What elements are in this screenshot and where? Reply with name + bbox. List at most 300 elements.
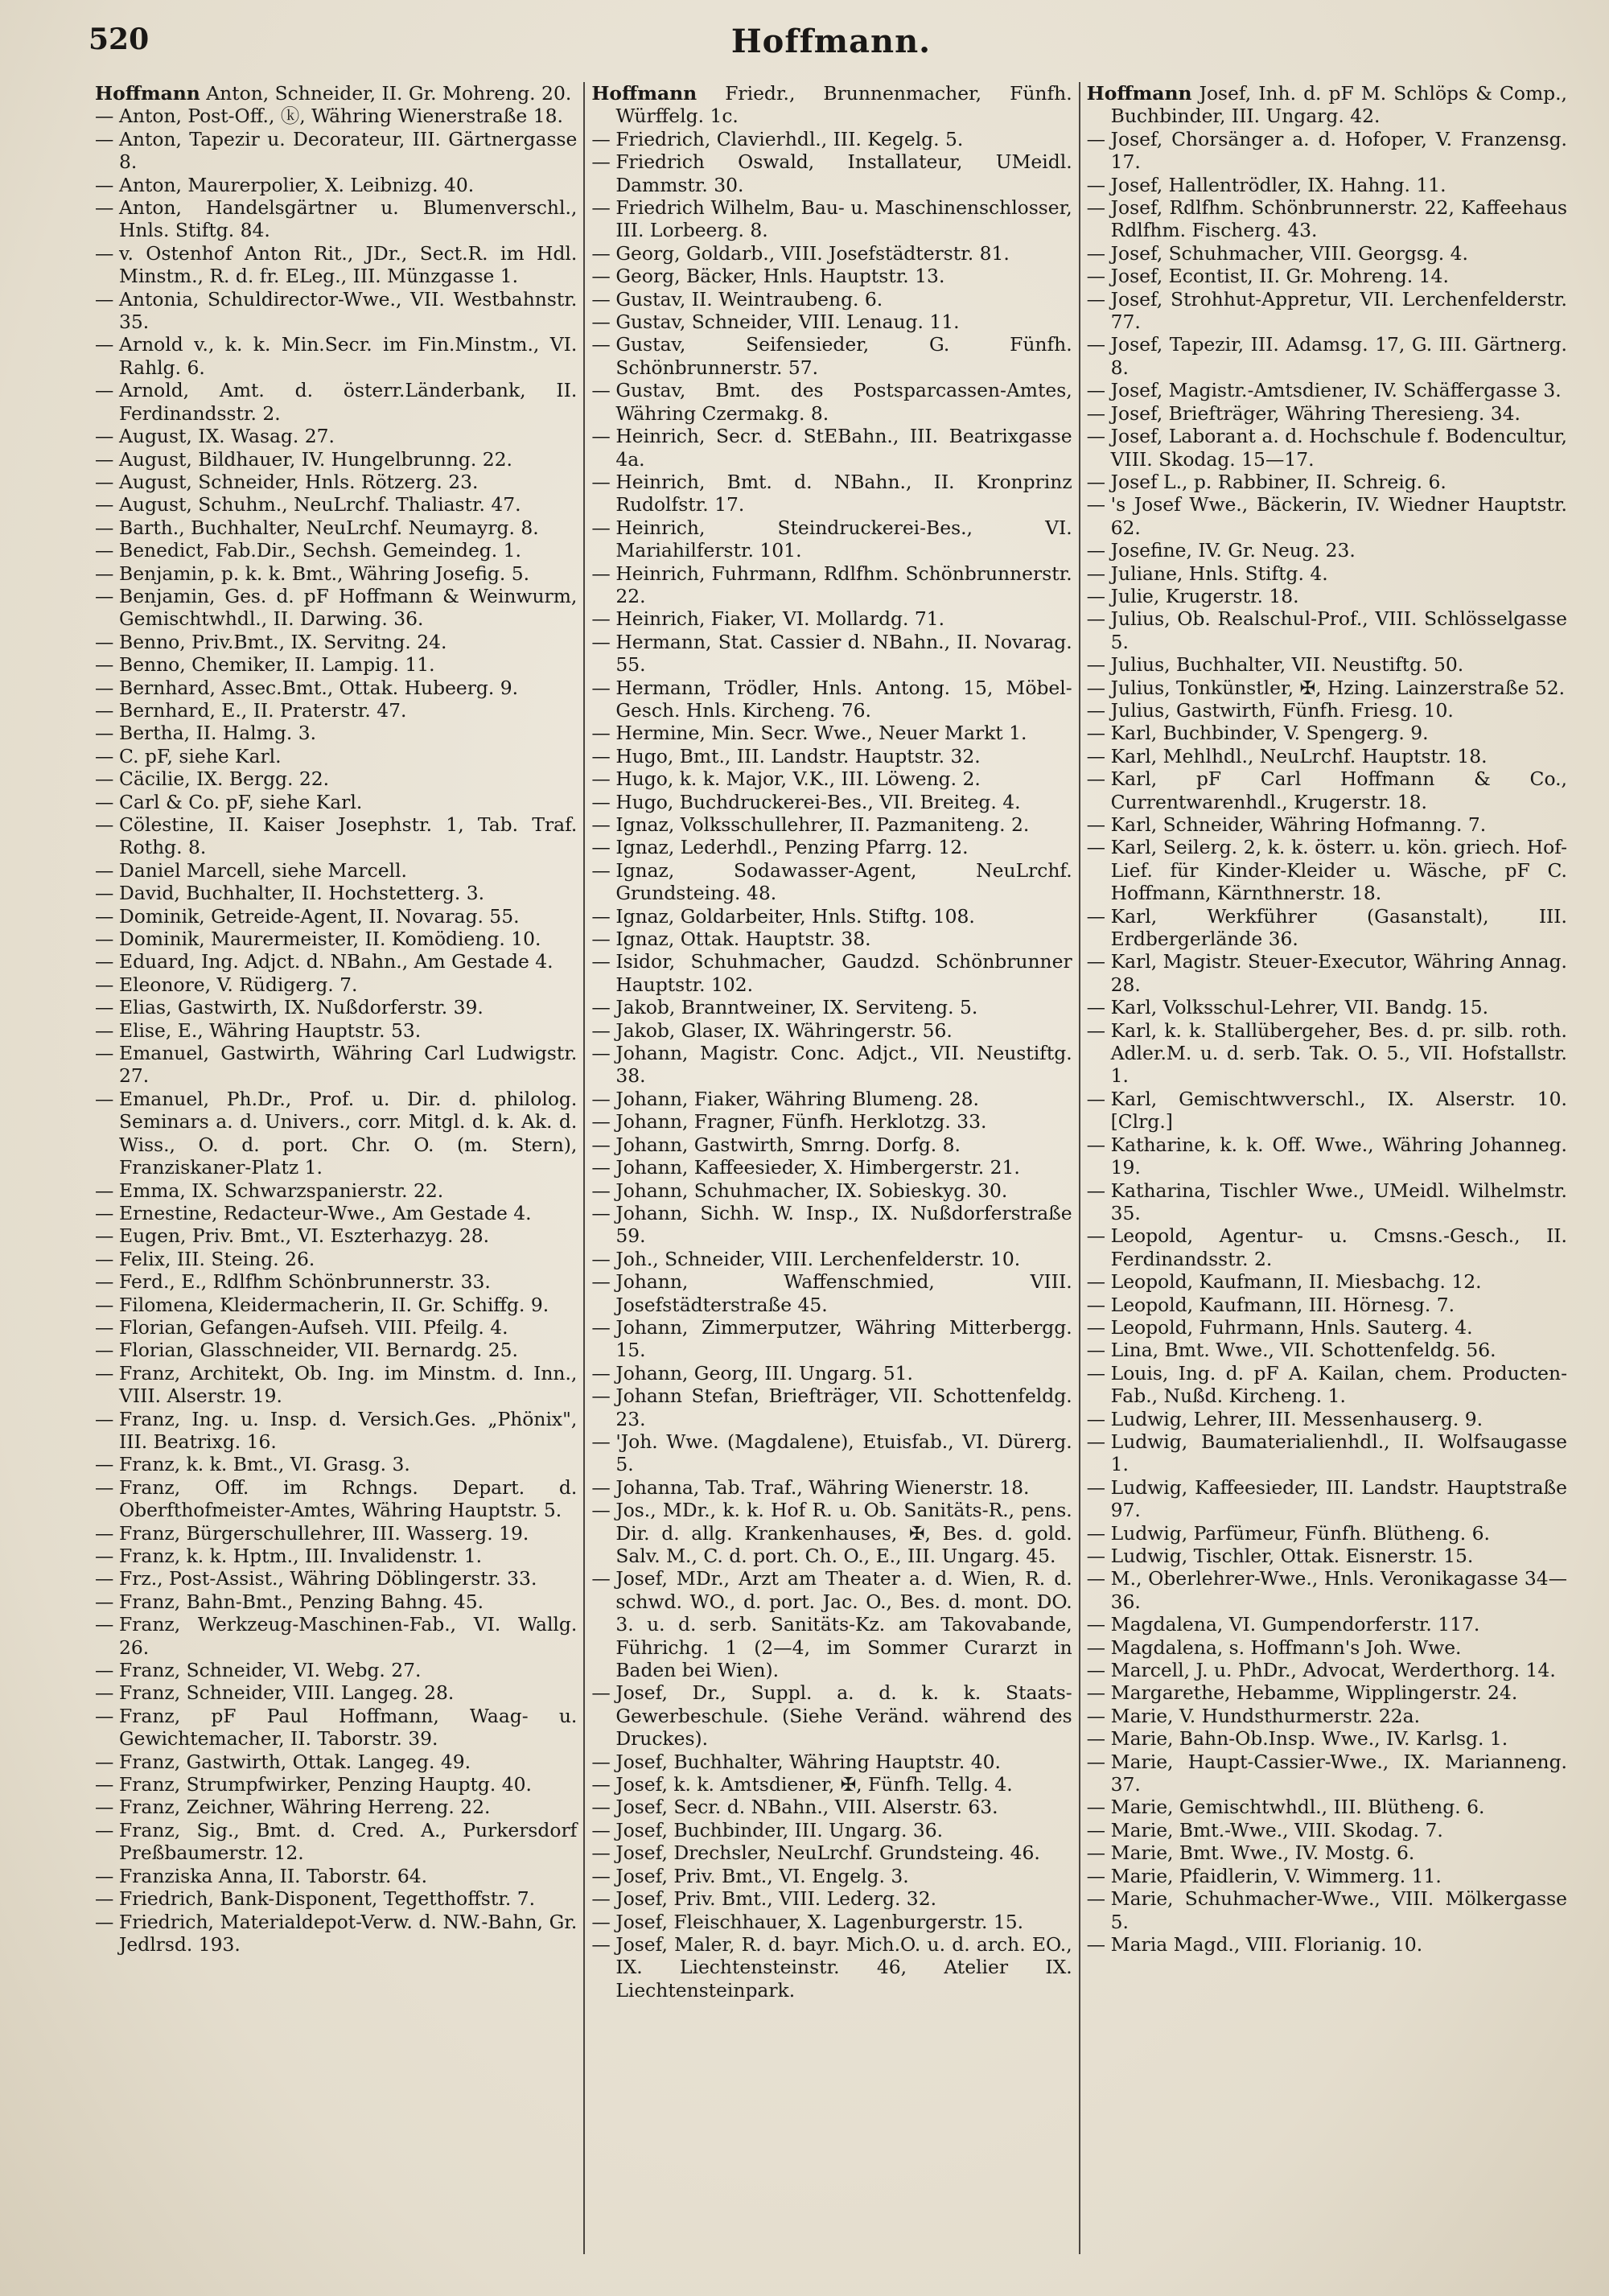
ditto-dash: — [95, 1910, 114, 1933]
ditto-dash: — [591, 1133, 611, 1156]
entry-text: Juliane, Hnls. Stiftg. 4. [1110, 562, 1328, 585]
entry-text: Josef, Hallentrödler, IX. Hahng. 11. [1110, 173, 1446, 196]
directory-entry [95, 516, 577, 539]
directory-entry [591, 745, 1072, 767]
directory-entry [95, 1613, 577, 1659]
directory-entry [1087, 1224, 1567, 1270]
ditto-dash: — [1086, 1796, 1106, 1819]
directory-entry [1087, 1294, 1567, 1316]
ditto-dash: — [1086, 904, 1106, 928]
entry-text: Jakob, Glaser, IX. Währingerstr. 56. [615, 1018, 953, 1042]
ditto-dash: — [1086, 1636, 1106, 1659]
directory-entry [1087, 379, 1567, 401]
directory-entry [1087, 1636, 1567, 1659]
directory-entry [1087, 1887, 1567, 1933]
entry-text: Marie, Gemischtwhdl., III. Blütheng. 6. [1110, 1796, 1485, 1819]
entry-text: Josef L., p. Rabbiner, II. Schreig. 6. [1110, 470, 1446, 493]
entry-text: Antonia, Schuldirector-Wwe., VII. Westbahnstr. 35. [119, 287, 578, 334]
directory-entry [591, 950, 1072, 996]
directory-entry [95, 288, 577, 334]
ditto-dash: — [95, 744, 114, 767]
ditto-dash: — [95, 698, 114, 722]
directory-entry [1087, 196, 1567, 242]
ditto-dash: — [95, 1339, 114, 1362]
directory-entry [95, 1179, 577, 1202]
ditto-dash: — [1086, 813, 1106, 836]
entry-text: August, Bildhauer, IV. Hungelbrunng. 22. [119, 447, 512, 471]
ditto-dash: — [591, 1201, 611, 1224]
directory-entry [591, 311, 1072, 333]
directory-entry [1087, 1088, 1567, 1134]
ditto-dash: — [1086, 1430, 1106, 1453]
entry-text: Franz, Architekt, Ob. Ing. im Minstm. d. Inn., VIII. Alserstr. 19. [119, 1361, 578, 1408]
ditto-dash: — [1086, 698, 1106, 722]
entry-text: Franz, Schneider, VIII. Langeg. 28. [119, 1681, 455, 1705]
directory-entry [95, 1590, 577, 1613]
directory-entry [95, 905, 577, 928]
directory-entry [1087, 1705, 1567, 1727]
entry-text: Ferd., E., Rdlfhm Schönbrunnerstr. 33. [119, 1270, 491, 1294]
directory-entry [1087, 1751, 1567, 1796]
directory-entry [95, 1202, 577, 1224]
ditto-dash: — [95, 379, 114, 402]
ditto-dash: — [591, 562, 611, 585]
ditto-dash: — [95, 1590, 114, 1613]
ditto-dash: — [591, 1818, 611, 1841]
ditto-dash: — [1086, 173, 1106, 196]
directory-entry [591, 1751, 1072, 1773]
ditto-dash: — [95, 1361, 114, 1385]
directory-entry [591, 1134, 1072, 1156]
ditto-dash: — [1086, 1932, 1106, 1956]
directory-entry [591, 1887, 1072, 1910]
entry-text: Joh., Schneider, VIII. Lerchenfelderstr. 10. [615, 1247, 1021, 1270]
entry-text: Eugen, Priv. Bmt., VI. Eszterhazyg. 28. [119, 1224, 490, 1248]
entry-text: Florian, Glasschneider, VII. Bernardg. 25. [119, 1339, 518, 1362]
entry-text: Franz, Bürgerschullehrer, III. Wasserg. 19. [119, 1521, 529, 1545]
directory-entry [591, 288, 1072, 311]
entry-text: Bertha, II. Halmg. 3. [119, 722, 317, 745]
entry-text: Josef, Tapezir, III. Adamsg. 17, G. III. Gärtnerg. 8. [1110, 333, 1567, 379]
entry-text: Dominik, Maurermeister, II. Komödieng. 10. [119, 928, 541, 951]
ditto-dash: — [95, 973, 114, 996]
entry-text: Cölestine, II. Kaiser Josephstr. 1, Tab. Traf. Rothg. 8. [119, 813, 578, 859]
ditto-dash: — [95, 1773, 114, 1796]
entry-text: Anton, Post-Off., ⓚ, Währing Wienerstraße 18. [119, 105, 563, 128]
entry-text: Josef, Priv. Bmt., VIII. Lederg. 32. [615, 1887, 937, 1911]
directory-entry [95, 425, 577, 447]
directory-entry [591, 242, 1072, 265]
ditto-dash: — [95, 584, 114, 607]
entry-text: Julie, Krugerstr. 18. [1110, 584, 1299, 607]
entry-text: Franz, k. k. Bmt., VI. Grasg. 3. [119, 1453, 410, 1476]
entry-text: Johann, Fiaker, Währing Blumeng. 28. [615, 1087, 979, 1110]
ditto-dash: — [1086, 1339, 1106, 1362]
ditto-dash: — [95, 950, 114, 973]
entry-text: Gustav, Seifensieder, G. Fünfh. Schönbrunnerstr. 57. [615, 333, 1072, 379]
directory-entry [95, 82, 577, 105]
ditto-dash: — [591, 470, 611, 493]
directory-entry [591, 607, 1072, 630]
ditto-dash: — [591, 196, 611, 220]
ditto-dash: — [591, 744, 611, 767]
entry-text: Hermine, Min. Secr. Wwe., Neuer Markt 1. [615, 722, 1027, 745]
entry-text: Ludwig, Lehrer, III. Messenhauserg. 9. [1110, 1407, 1483, 1430]
entry-text: Daniel Marcell, siehe Marcell. [119, 858, 407, 882]
directory-entry [1087, 288, 1567, 334]
entry-text: Marie, Bahn-Ob.Insp. Wwe., IV. Karlsg. 1. [1110, 1727, 1508, 1751]
directory-entry [591, 1179, 1072, 1202]
entry-text: Julius, Tonkünstler, ✠, Hzing. Lainzerstraße 52. [1110, 676, 1566, 699]
entry-text: Leopold, Kaufmann, III. Hörnesg. 7. [1110, 1293, 1455, 1316]
ditto-dash: — [95, 333, 114, 356]
ditto-dash: — [95, 1407, 114, 1430]
directory-entry [95, 1522, 577, 1545]
entry-text: Johann, Georg, III. Ungarg. 51. [615, 1361, 913, 1385]
entry-text: Josef, Drechsler, NeuLrchf. Grundsteing. 46. [615, 1841, 1040, 1865]
directory-entry [591, 471, 1072, 516]
ditto-dash: — [1086, 996, 1106, 1019]
directory-entry [1087, 653, 1567, 676]
page-header [88, 23, 1574, 71]
directory-entry [1087, 1362, 1567, 1408]
directory-entry [591, 1567, 1072, 1681]
directory-entry [591, 150, 1072, 196]
directory-entry [95, 653, 577, 676]
directory-entry [95, 1705, 577, 1751]
directory-entry [95, 196, 577, 242]
entry-text: Josef, Inh. d. pF M. Schlöps & Comp., Buchbinder, III. Ungarg. 42. [1110, 82, 1567, 128]
ditto-dash: — [1086, 1521, 1106, 1545]
directory-entry [1087, 585, 1567, 607]
directory-entry [1087, 1841, 1567, 1864]
entry-text: Johann, Kaffeesieder, X. Himbergerstr. 21. [615, 1156, 1020, 1179]
ditto-dash: — [95, 1224, 114, 1248]
entry-text: Josef, Chorsänger a. d. Hofoper, V. Franzensg. 17. [1110, 127, 1567, 174]
entry-text: Georg, Goldarb., VIII. Josefstädterstr. 81. [615, 241, 1010, 265]
entry-text: Karl, pF Carl Hoffmann & Co., Currentwarenhdl., Krugerstr. 18. [1110, 767, 1567, 813]
directory-entry [1087, 562, 1567, 585]
directory-entry [591, 1110, 1072, 1133]
entry-text: Jakob, Branntweiner, IX. Serviteng. 5. [615, 996, 978, 1019]
entry-text: Ernestine, Redacteur-Wwe., Am Gestade 4. [119, 1201, 532, 1224]
ditto-dash: — [95, 653, 114, 677]
directory-entry [95, 1316, 577, 1339]
directory-entry [591, 1796, 1072, 1818]
ditto-dash: — [591, 1361, 611, 1385]
ditto-dash: — [591, 836, 611, 859]
directory-entry [1087, 128, 1567, 174]
entry-text: Carl & Co. pF, siehe Karl. [119, 790, 363, 813]
entry-text: Georg, Bäcker, Hnls. Hauptstr. 13. [615, 265, 945, 288]
directory-entry [95, 1659, 577, 1681]
ditto-dash: — [1086, 1133, 1106, 1156]
ditto-dash: — [95, 1613, 114, 1636]
entry-text: Katharine, k. k. Off. Wwe., Währing Johanneg. 19. [1110, 1133, 1567, 1179]
ditto-dash: — [591, 676, 611, 699]
ditto-dash: — [1086, 425, 1106, 448]
ditto-dash: — [95, 813, 114, 836]
ditto-dash: — [1086, 1407, 1106, 1430]
entry-text: Barth., Buchhalter, NeuLrchf. Neumayrg. 8. [119, 516, 539, 539]
directory-entry [591, 1248, 1072, 1270]
entry-text: Marie, V. Hundsthurmerstr. 22a. [1110, 1704, 1421, 1727]
directory-entry [1087, 242, 1567, 265]
entry-surname: Hoffmann [95, 82, 200, 105]
entry-text: Emanuel, Gastwirth, Währing Carl Ludwigstr. 27. [119, 1042, 578, 1088]
directory-entry [1087, 607, 1567, 653]
ditto-dash: — [591, 1773, 611, 1796]
page-number: 520 [88, 23, 150, 56]
ditto-dash: — [95, 241, 114, 265]
entry-text: Filomena, Kleidermacherin, II. Gr. Schiffg. 9. [119, 1293, 549, 1316]
directory-entry [591, 425, 1072, 471]
entry-text: Bernhard, E., II. Praterstr. 47. [119, 698, 407, 722]
ditto-dash: — [95, 928, 114, 951]
directory-entry [591, 1385, 1072, 1430]
entry-text: Johann, Sichh. W. Insp., IX. Nußdorferstraße 59. [615, 1201, 1072, 1248]
entry-text: Arnold, Amt. d. österr.Länderbank, II. Ferdinandsstr. 2. [119, 379, 578, 425]
ditto-dash: — [1086, 401, 1106, 425]
directory-entry [1087, 1522, 1567, 1545]
entry-surname: Hoffmann [591, 82, 698, 105]
entry-text: Johann, Gastwirth, Smrng. Dorfg. 8. [615, 1133, 961, 1156]
entry-text: Dominik, Getreide-Agent, II. Novarag. 55. [119, 904, 520, 928]
entry-text: Frz., Post-Assist., Währing Döblingerstr. 33. [119, 1567, 537, 1590]
directory-entry [95, 1773, 577, 1796]
ditto-dash: — [95, 287, 114, 311]
entry-text: Karl, Volksschul-Lehrer, VII. Bandg. 15. [1110, 996, 1489, 1019]
directory-entry [95, 1088, 577, 1179]
directory-entry [95, 1796, 577, 1818]
directory-entry [95, 1545, 577, 1567]
ditto-dash: — [591, 1796, 611, 1819]
directory-entry [591, 1819, 1072, 1841]
ditto-dash: — [591, 1179, 611, 1202]
ditto-dash: — [1086, 676, 1106, 699]
directory-entry [591, 196, 1072, 242]
directory-entry [1087, 996, 1567, 1018]
ditto-dash: — [1086, 1315, 1106, 1339]
directory-entry [95, 562, 577, 585]
ditto-dash: — [1086, 744, 1106, 767]
directory-entry [95, 128, 577, 174]
directory-entry [1087, 1681, 1567, 1704]
entry-text: Franz, pF Paul Hoffmann, Waag- u. Gewichtemacher, II. Taborstr. 39. [119, 1704, 578, 1751]
directory-entry [591, 1270, 1072, 1316]
entry-text: Hermann, Stat. Cassier d. NBahn., II. Novarag. 55. [615, 630, 1072, 677]
directory-entry [1087, 265, 1567, 287]
entry-text: Heinrich, Steindruckerei-Bes., VI. Mariahilferstr. 101. [615, 516, 1072, 562]
ditto-dash: — [1086, 1270, 1106, 1294]
ditto-dash: — [95, 630, 114, 653]
directory-entry [591, 1681, 1072, 1750]
entry-text: C. pF, siehe Karl. [119, 744, 282, 767]
directory-entry [591, 813, 1072, 836]
ditto-dash: — [591, 630, 611, 653]
entry-text: Heinrich, Fuhrmann, Rdlfhm. Schönbrunnerstr. 22. [615, 562, 1072, 607]
ditto-dash: — [591, 1475, 611, 1499]
directory-entry [95, 950, 577, 973]
entry-text: Ignaz, Sodawasser-Agent, NeuLrchf. Grundsteing. 48. [615, 858, 1072, 905]
directory-entry [1087, 1339, 1567, 1361]
ditto-dash: — [591, 1247, 611, 1270]
directory-entry [95, 996, 577, 1018]
entry-text: Heinrich, Fiaker, VI. Mollardg. 71. [615, 607, 945, 631]
entry-text: Eleonore, V. Rüdigerg. 7. [119, 973, 358, 996]
ditto-dash: — [591, 904, 611, 928]
ditto-dash: — [95, 105, 114, 128]
entry-text: Benno, Priv.Bmt., IX. Servitng. 24. [119, 630, 447, 653]
ditto-dash: — [591, 790, 611, 813]
entry-text: Florian, Gefangen-Aufseh. VIII. Pfeilg. 4. [119, 1315, 508, 1339]
entry-text: Maria Magd., VIII. Florianig. 10. [1110, 1932, 1423, 1956]
entry-text: Karl, Buchbinder, V. Spengerg. 9. [1110, 722, 1429, 745]
ditto-dash: — [1086, 333, 1106, 356]
directory-entry [1087, 1019, 1567, 1088]
entry-text: Josef, MDr., Arzt am Theater a. d. Wien, R. d. schwd. WO., d. port. Jac. O., Bes. d. mont. DO. 3. u. d. serb. Sanitäts-Kz. am Takovabande, Führichg. 1 (2—4, im Sommer Curarzt in Baden bei Wien). [615, 1567, 1072, 1682]
entry-text: Anton, Handelsgärtner u. Blumenverschl., Hnls. Stiftg. 84. [119, 196, 578, 242]
directory-entry [1087, 950, 1567, 996]
entry-surname: Hoffmann [1086, 82, 1192, 105]
ditto-dash: — [591, 722, 611, 745]
ditto-dash: — [1086, 950, 1106, 973]
entry-text: Bernhard, Assec.Bmt., Ottak. Hubeerg. 9. [119, 676, 519, 699]
directory-entry [95, 1681, 577, 1704]
directory-entry [591, 82, 1072, 128]
directory-entry [1087, 1179, 1567, 1225]
ditto-dash: — [591, 1270, 611, 1294]
entry-text: Johann, Waffenschmied, VIII. Josefstädterstraße 45. [615, 1270, 1072, 1316]
ditto-dash: — [1086, 287, 1106, 311]
entry-text: Johann, Zimmerputzer, Währing Mitterbergg. 15. [615, 1315, 1072, 1362]
directory-entry [95, 631, 577, 653]
entry-text: Elias, Gastwirth, IX. Nußdorferstr. 39. [119, 996, 484, 1019]
directory-entry [591, 905, 1072, 928]
ditto-dash: — [1086, 196, 1106, 220]
ditto-dash: — [95, 1750, 114, 1773]
ditto-dash: — [1086, 493, 1106, 516]
column-3 [1079, 82, 1574, 2254]
entry-text: Arnold v., k. k. Min.Secr. im Fin.Minstm., VI. Rahlg. 6. [119, 333, 578, 379]
ditto-dash: — [1086, 1545, 1106, 1567]
ditto-dash: — [1086, 1818, 1106, 1841]
entry-text: Friedrich Wilhelm, Bau- u. Maschinenschlosser, III. Lorbeerg. 8. [615, 196, 1072, 242]
directory-entry [95, 1887, 577, 1910]
entry-text: Karl, k. k. Stallübergeher, Bes. d. pr. silb. roth. Adler.M. u. d. serb. Tak. O. 5., VII. Hofstallstr. 1. [1110, 1018, 1567, 1088]
ditto-dash: — [591, 379, 611, 402]
entry-text: Ludwig, Parfümeur, Fünfh. Blütheng. 6. [1110, 1521, 1490, 1545]
ditto-dash: — [1086, 1727, 1106, 1751]
directory-entry [1087, 493, 1567, 539]
ditto-dash: — [95, 1864, 114, 1887]
ditto-dash: — [1086, 1361, 1106, 1385]
ditto-dash: — [1086, 470, 1106, 493]
directory-entry [95, 242, 577, 288]
entry-text: Anton, Schneider, II. Gr. Mohreng. 20. [206, 82, 572, 105]
directory-entry [591, 1156, 1072, 1179]
ditto-dash: — [591, 287, 611, 311]
ditto-dash: — [95, 882, 114, 905]
ditto-dash: — [591, 1087, 611, 1110]
entry-text: Leopold, Agentur- u. Cmsns.-Gesch., II. Ferdinandsstr. 2. [1110, 1224, 1567, 1270]
directory-entry [591, 1042, 1072, 1088]
entry-text: Benjamin, p. k. k. Bmt., Währing Josefig. 5. [119, 562, 530, 585]
entry-text: Marie, Bmt.-Wwe., VIII. Skodag. 7. [1110, 1818, 1443, 1841]
ditto-dash: — [591, 1681, 611, 1705]
ditto-dash: — [1086, 1293, 1106, 1316]
directory-entry [1087, 677, 1567, 699]
directory-entry [95, 333, 577, 379]
ditto-dash: — [95, 425, 114, 448]
entry-text: Franz, Gastwirth, Ottak. Langeg. 49. [119, 1750, 471, 1773]
directory-entry [1087, 1819, 1567, 1841]
entry-text: Josef, Rdlfhm. Schönbrunnerstr. 22, Kaffeehaus Rdlfhm. Fischerg. 43. [1110, 196, 1567, 242]
entry-text: Felix, III. Steing. 26. [119, 1247, 315, 1270]
ditto-dash: — [95, 447, 114, 471]
ditto-dash: — [1086, 722, 1106, 745]
ditto-dash: — [95, 1270, 114, 1294]
directory-entry [591, 791, 1072, 813]
ditto-dash: — [591, 516, 611, 539]
directory-entry [1087, 174, 1567, 196]
entry-text: Franz, k. k. Hptm., III. Invalidenstr. 1. [119, 1545, 483, 1567]
entry-text: Friedrich, Materialdepot-Verw. d. NW.-Bahn, Gr. Jedlrsd. 193. [119, 1910, 578, 1956]
entry-text: Anton, Maurerpolier, X. Leibnizg. 40. [119, 173, 475, 196]
entry-text: Margarethe, Hebamme, Wipplingerstr. 24. [1110, 1681, 1518, 1705]
directory-entry [95, 585, 577, 631]
directory-entry [1087, 1613, 1567, 1636]
ditto-dash: — [95, 1681, 114, 1705]
entry-text: Julius, Buchhalter, VII. Neustiftg. 50. [1110, 653, 1464, 677]
ditto-dash: — [95, 1201, 114, 1224]
entry-text: Ludwig, Kaffeesieder, III. Landstr. Hauptstraße 97. [1110, 1475, 1567, 1522]
ditto-dash: — [1086, 1475, 1106, 1499]
directory-entry [95, 813, 577, 859]
directory-entry [1087, 471, 1567, 493]
ditto-dash: — [591, 1499, 611, 1522]
ditto-dash: — [95, 1887, 114, 1911]
ditto-dash: — [95, 1179, 114, 1202]
directory-entry [1087, 1270, 1567, 1293]
entry-text: Johanna, Tab. Traf., Währing Wienerstr. 18. [615, 1475, 1030, 1499]
ditto-dash: — [95, 1704, 114, 1727]
directory-entry [1087, 722, 1567, 744]
entry-text: Lina, Bmt. Wwe., VII. Schottenfeldg. 56. [1110, 1339, 1496, 1362]
entry-text: Karl, Mehlhdl., NeuLrchf. Hauptstr. 18. [1110, 744, 1488, 767]
ditto-dash: — [591, 1567, 611, 1590]
entry-text: Leopold, Fuhrmann, Hnls. Sauterg. 4. [1110, 1315, 1473, 1339]
entry-text: Leopold, Kaufmann, II. Miesbachg. 12. [1110, 1270, 1482, 1294]
entry-text: Franz, Bahn-Bmt., Penzing Bahng. 45. [119, 1590, 484, 1613]
entry-text: Marie, Bmt. Wwe., IV. Mostg. 6. [1110, 1841, 1415, 1865]
ditto-dash: — [95, 1247, 114, 1270]
entry-text: v. Ostenhof Anton Rit., JDr., Sect.R. im Hdl. Minstm., R. d. fr. ELeg., III. Münzgasse 1. [119, 241, 578, 288]
ditto-dash: — [591, 1018, 611, 1042]
ditto-dash: — [591, 1156, 611, 1179]
entry-text: Johann, Fragner, Fünfh. Herklotzg. 33. [615, 1110, 987, 1134]
entry-text: Josef, Magistr.-Amtsdiener, IV. Schäffergasse 3. [1110, 379, 1562, 402]
entry-text: Friedr., Brunnenmacher, Fünfh. Würffelg. 1c. [615, 82, 1072, 128]
directory-entry [591, 1019, 1072, 1042]
directory-entry [95, 1019, 577, 1042]
entry-text: Franz, Zeichner, Währing Herreng. 22. [119, 1796, 491, 1819]
ditto-dash: — [591, 1385, 611, 1408]
ditto-dash: — [95, 562, 114, 585]
directory-entry [591, 516, 1072, 562]
directory-entry [1087, 1545, 1567, 1567]
ditto-dash: — [95, 676, 114, 699]
